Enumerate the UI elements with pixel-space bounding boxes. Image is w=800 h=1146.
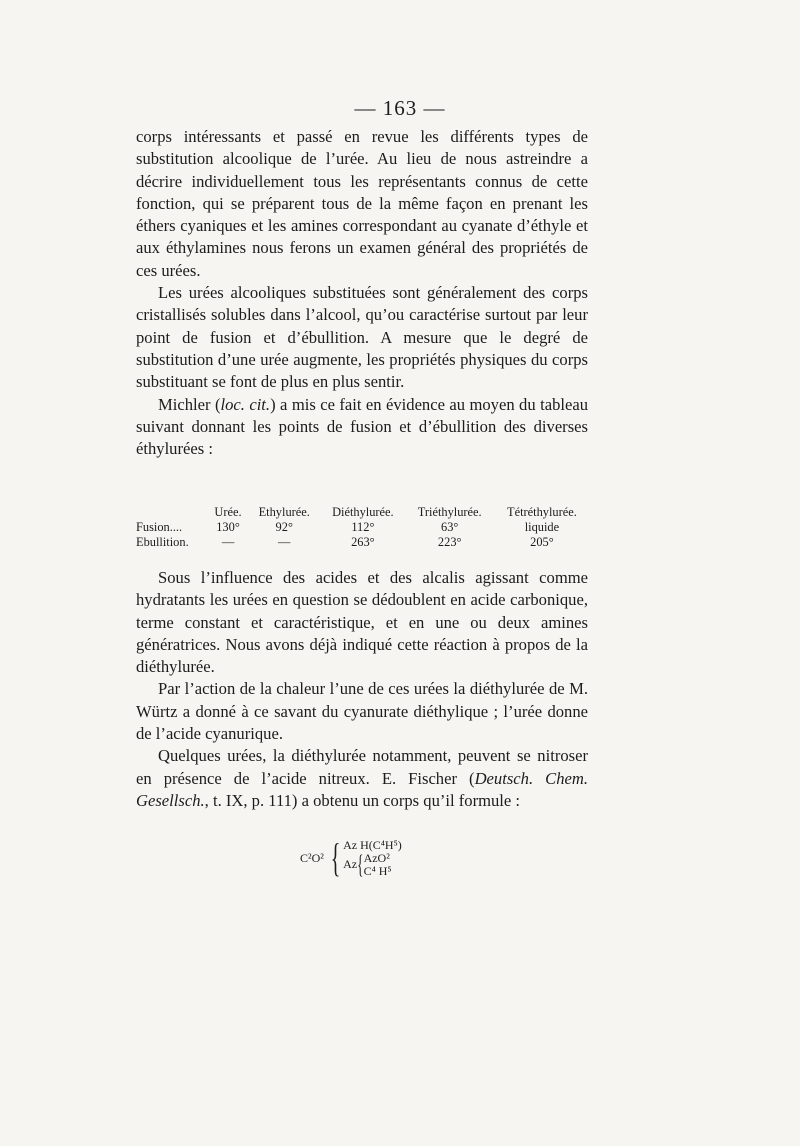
table-header-cell: Urée. xyxy=(214,505,242,519)
paragraph-fischer xyxy=(136,745,588,812)
table-cell: — xyxy=(278,535,291,549)
formula-sub1: AzO² xyxy=(363,850,390,865)
paragraph-continuation: corps intéressants et passé en revue les différents types de substitution alcoolique de l’urée. Au lieu de nous astreindre a décrire individuellement tous les représentants connus de cette fonction, qui se préparent tous de la même façon en prenant les éthers cyaniques et les amines correspondant au cyanate d’éthyle et aux éthylamines nous ferons un examen général des propriétés de ces urées. xyxy=(136,127,588,280)
table-row xyxy=(134,520,590,535)
fischer-start: Quelques urées, la diéthylurée notamment, peuvent se nitroser en présence de l’acide nitreux. E. Fischer ( xyxy=(136,746,588,788)
paragraph-heat: Par l’action de la chaleur l’une de ces urées la diéthylurée de M. Würtz a donné à ce savant du cyanurate diéthylique ; l’urée donne de l’acide cyanurique. xyxy=(136,679,588,744)
fischer-ref: Deutsch. Chem. Gesellsch. xyxy=(136,768,588,810)
table-header-cell xyxy=(134,505,208,520)
michler-start: Michler ( xyxy=(158,394,221,414)
table-cell: liquide xyxy=(524,520,560,534)
fischer-end: , t. IX, p. 111) a obtenu un corps qu’il formule : xyxy=(204,790,521,810)
table-cell: Fusion.... xyxy=(136,520,183,534)
table-header-cell: Ethylurée. xyxy=(258,505,310,519)
michler-ref: loc. cit. xyxy=(220,394,271,414)
melting-boiling-table xyxy=(134,505,590,550)
table-header-row xyxy=(134,505,590,520)
table-cell: 130° xyxy=(216,520,240,534)
table-header-cell: Diéthylurée. xyxy=(332,505,394,519)
formula-sub2: C⁴ H⁵ xyxy=(363,863,392,878)
table-header-cell: Tétréthylurée. xyxy=(507,505,577,519)
formula-line1: Az H(C⁴H⁵) xyxy=(343,837,402,852)
table-header-cell: Triéthylurée. xyxy=(417,505,482,519)
table-cell: 92° xyxy=(275,520,293,534)
table-row xyxy=(134,535,590,550)
formula-lhs: C²O² xyxy=(300,850,324,865)
chemical-formula xyxy=(300,835,402,880)
paragraph-properties: Les urées alcooliques substituées sont généralement des corps cristallisés solubles dans l’alcool, qu’ou caractérise surtout par leur point de fusion et d’ébullition. A mesure que le degré de substitution d’une urée augmente, les propriétés physiques du corps substituant se font de plus en plus sentir. xyxy=(136,283,588,392)
left-brace-icon: { xyxy=(357,849,364,879)
paragraph-hydrolysis: Sous l’influence des acides et des alcalis agissant comme hydratants les urées en question se dédoublent en acide carbonique, terme constant et caractéristique, et en une ou deux amines génératrices. Nous avons déjà indiqué cette réaction à propos de la diéthylurée. xyxy=(136,568,588,677)
michler-end: ) a mis ce fait en évidence au moyen du xyxy=(270,394,536,414)
table-cell: 112° xyxy=(351,520,375,534)
table-cell: 63° xyxy=(441,520,459,534)
paragraph-michler xyxy=(136,394,588,461)
formula-az: Az xyxy=(343,857,358,871)
table-cell: 263° xyxy=(351,535,375,549)
table-cell: Ebullition. xyxy=(136,535,189,549)
body-text-bottom xyxy=(136,567,588,812)
table-cell: — xyxy=(221,535,235,549)
left-brace-icon: { xyxy=(330,835,341,880)
page-number: — 163 — xyxy=(354,96,446,120)
table-cell: 223° xyxy=(437,535,462,549)
michler-rest: tableau suivant donnant les points de fusion et d’ébullition des diverses éthylurées : xyxy=(136,394,589,459)
body-text-top xyxy=(136,126,588,460)
table-cell: 205° xyxy=(530,535,554,549)
